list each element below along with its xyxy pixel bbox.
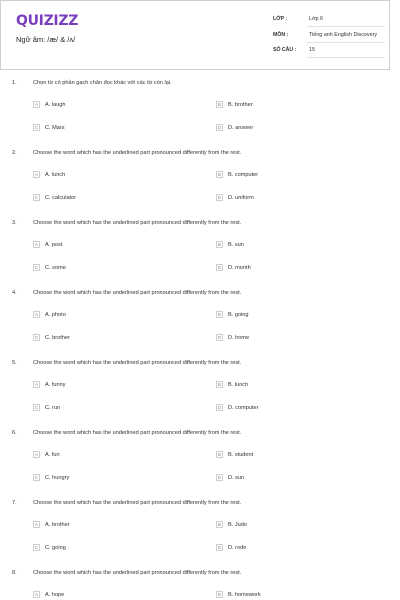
option-text: B. going bbox=[228, 311, 249, 318]
answer-option[interactable] bbox=[216, 240, 244, 249]
option-text: C. going bbox=[45, 544, 66, 551]
option-text: A. post bbox=[45, 241, 63, 248]
question-count-divider bbox=[307, 57, 385, 58]
question-count-label: SỐ CÂU : bbox=[273, 47, 297, 53]
answer-option[interactable] bbox=[216, 310, 249, 319]
question-number: 8. bbox=[12, 570, 17, 576]
worksheet-subject: Ngữ âm: /æ/ & /ʌ/ bbox=[16, 35, 76, 44]
answer-option[interactable] bbox=[216, 263, 251, 272]
question-number: 2. bbox=[12, 150, 17, 156]
option-text: A. fun bbox=[45, 451, 60, 458]
option-text: D. month bbox=[228, 264, 251, 271]
answer-option[interactable] bbox=[33, 193, 76, 202]
option-letter-box: B bbox=[217, 242, 221, 247]
option-text: C. brother bbox=[45, 334, 70, 341]
option-letter-box: C bbox=[34, 475, 39, 480]
option-text: B. student bbox=[228, 451, 254, 458]
option-text: C. run bbox=[45, 404, 61, 411]
option-letter-box: C bbox=[34, 545, 39, 550]
question-number: 4. bbox=[12, 290, 17, 296]
option-text: A. lunch bbox=[45, 171, 66, 178]
option-letter-box: C bbox=[34, 125, 39, 130]
answer-option[interactable] bbox=[216, 473, 244, 482]
answer-option[interactable] bbox=[216, 543, 246, 552]
option-letter-box: A bbox=[34, 592, 38, 597]
option-text: B. Judo bbox=[228, 521, 247, 528]
option-letter-box: B bbox=[217, 522, 221, 527]
question-text: Choose the word which has the underlined part pronounced differently from the rest. bbox=[33, 500, 242, 506]
question-text: Choose the word which has the underlined part pronounced differently from the rest. bbox=[33, 220, 242, 226]
question-text: Chọn từ có phần gạch chân đọc khác với các từ còn lại. bbox=[33, 80, 172, 86]
option-text: B. lunch bbox=[228, 381, 249, 388]
subject-divider bbox=[307, 42, 385, 43]
option-text: D. home bbox=[228, 334, 250, 341]
option-letter-box: A bbox=[34, 522, 38, 527]
option-letter-box: B bbox=[217, 382, 221, 387]
option-letter-box: D bbox=[217, 405, 222, 410]
answer-option[interactable] bbox=[33, 100, 66, 109]
question-number: 3. bbox=[12, 220, 17, 226]
answer-option[interactable] bbox=[33, 333, 70, 342]
answer-option[interactable] bbox=[33, 590, 64, 599]
option-letter-box: A bbox=[34, 312, 38, 317]
option-text: A. funny bbox=[45, 381, 66, 388]
option-text: A. brother bbox=[45, 521, 70, 528]
answer-option[interactable] bbox=[216, 450, 253, 459]
answer-option[interactable] bbox=[216, 403, 258, 412]
answer-option[interactable] bbox=[216, 170, 258, 179]
question-text: Choose the word which has the underlined part pronounced differently from the rest. bbox=[33, 360, 242, 366]
option-letter-box: D bbox=[217, 545, 222, 550]
option-letter-box: A bbox=[34, 172, 38, 177]
option-text: C. hungry bbox=[45, 474, 70, 481]
option-letter-box: B bbox=[217, 102, 221, 107]
option-text: D. answer bbox=[228, 124, 254, 131]
answer-option[interactable] bbox=[216, 520, 247, 529]
option-text: B. computer bbox=[228, 171, 259, 178]
option-letter-box: C bbox=[34, 265, 39, 270]
option-letter-box: B bbox=[217, 312, 221, 317]
answer-option[interactable] bbox=[33, 380, 66, 389]
question-number: 5. bbox=[12, 360, 17, 366]
answer-option[interactable] bbox=[33, 240, 62, 249]
answer-option[interactable] bbox=[33, 263, 66, 272]
answer-option[interactable] bbox=[33, 520, 70, 529]
option-letter-box: A bbox=[34, 382, 38, 387]
answer-option[interactable] bbox=[216, 380, 248, 389]
option-letter-box: B bbox=[217, 172, 221, 177]
option-letter-box: D bbox=[217, 195, 222, 200]
option-text: A. photo bbox=[45, 311, 66, 318]
question-text: Choose the word which has the underlined part pronounced differently from the rest. bbox=[33, 290, 242, 296]
option-text: D. rode bbox=[228, 544, 247, 551]
answer-option[interactable] bbox=[33, 473, 69, 482]
option-letter-box: C bbox=[34, 335, 39, 340]
option-letter-box: D bbox=[217, 335, 222, 340]
option-text: B. sun bbox=[228, 241, 244, 248]
quizizz-logo: QUIZIZZ bbox=[16, 13, 79, 29]
option-letter-box: B bbox=[217, 452, 221, 457]
option-letter-box: D bbox=[217, 265, 222, 270]
question-count-value: 15 bbox=[309, 47, 315, 53]
question-text: Choose the word which has the underlined part pronounced differently from the rest. bbox=[33, 150, 242, 156]
subject-value: Tiếng anh English Discovery bbox=[309, 32, 378, 38]
option-text: D. computer bbox=[228, 404, 259, 411]
question-number: 1. bbox=[12, 80, 17, 86]
answer-option[interactable] bbox=[216, 123, 253, 132]
answer-option[interactable] bbox=[216, 333, 249, 342]
answer-option[interactable] bbox=[216, 193, 254, 202]
option-letter-box: A bbox=[34, 452, 38, 457]
option-text: C. calculator bbox=[45, 194, 77, 201]
answer-option[interactable] bbox=[33, 123, 65, 132]
option-text: A. laugh bbox=[45, 101, 66, 108]
subject-label: MÔN : bbox=[273, 32, 289, 38]
option-letter-box: D bbox=[217, 475, 222, 480]
answer-option[interactable] bbox=[33, 450, 60, 459]
option-text: C. Mars bbox=[45, 124, 65, 131]
worksheet-header bbox=[0, 0, 390, 70]
answer-option[interactable] bbox=[216, 100, 253, 109]
option-letter-box: B bbox=[217, 592, 221, 597]
grade-divider bbox=[307, 26, 385, 27]
option-letter-box: C bbox=[34, 195, 39, 200]
answer-option[interactable] bbox=[33, 170, 65, 179]
option-letter-box: A bbox=[34, 102, 38, 107]
option-text: A. hope bbox=[45, 591, 65, 598]
question-number: 6. bbox=[12, 430, 17, 436]
grade-label: LỚP : bbox=[273, 16, 288, 22]
option-letter-box: A bbox=[34, 242, 38, 247]
option-letter-box: C bbox=[34, 405, 39, 410]
question-text: Choose the word which has the underlined part pronounced differently from the rest. bbox=[33, 570, 242, 576]
option-text: D. sun bbox=[228, 474, 245, 481]
option-text: B. brother bbox=[228, 101, 253, 108]
option-letter-box: D bbox=[217, 125, 222, 130]
option-text: C. some bbox=[45, 264, 66, 271]
answer-option[interactable] bbox=[33, 310, 66, 319]
answer-option[interactable] bbox=[33, 403, 60, 412]
answer-option[interactable] bbox=[33, 543, 66, 552]
question-text: Choose the word which has the underlined part pronounced differently from the rest. bbox=[33, 430, 242, 436]
question-number: 7. bbox=[12, 500, 17, 506]
option-text: D. uniform bbox=[228, 194, 254, 201]
option-text: B. homework bbox=[228, 591, 261, 598]
grade-value: Lớp 6 bbox=[309, 16, 324, 22]
answer-option[interactable] bbox=[216, 590, 261, 599]
